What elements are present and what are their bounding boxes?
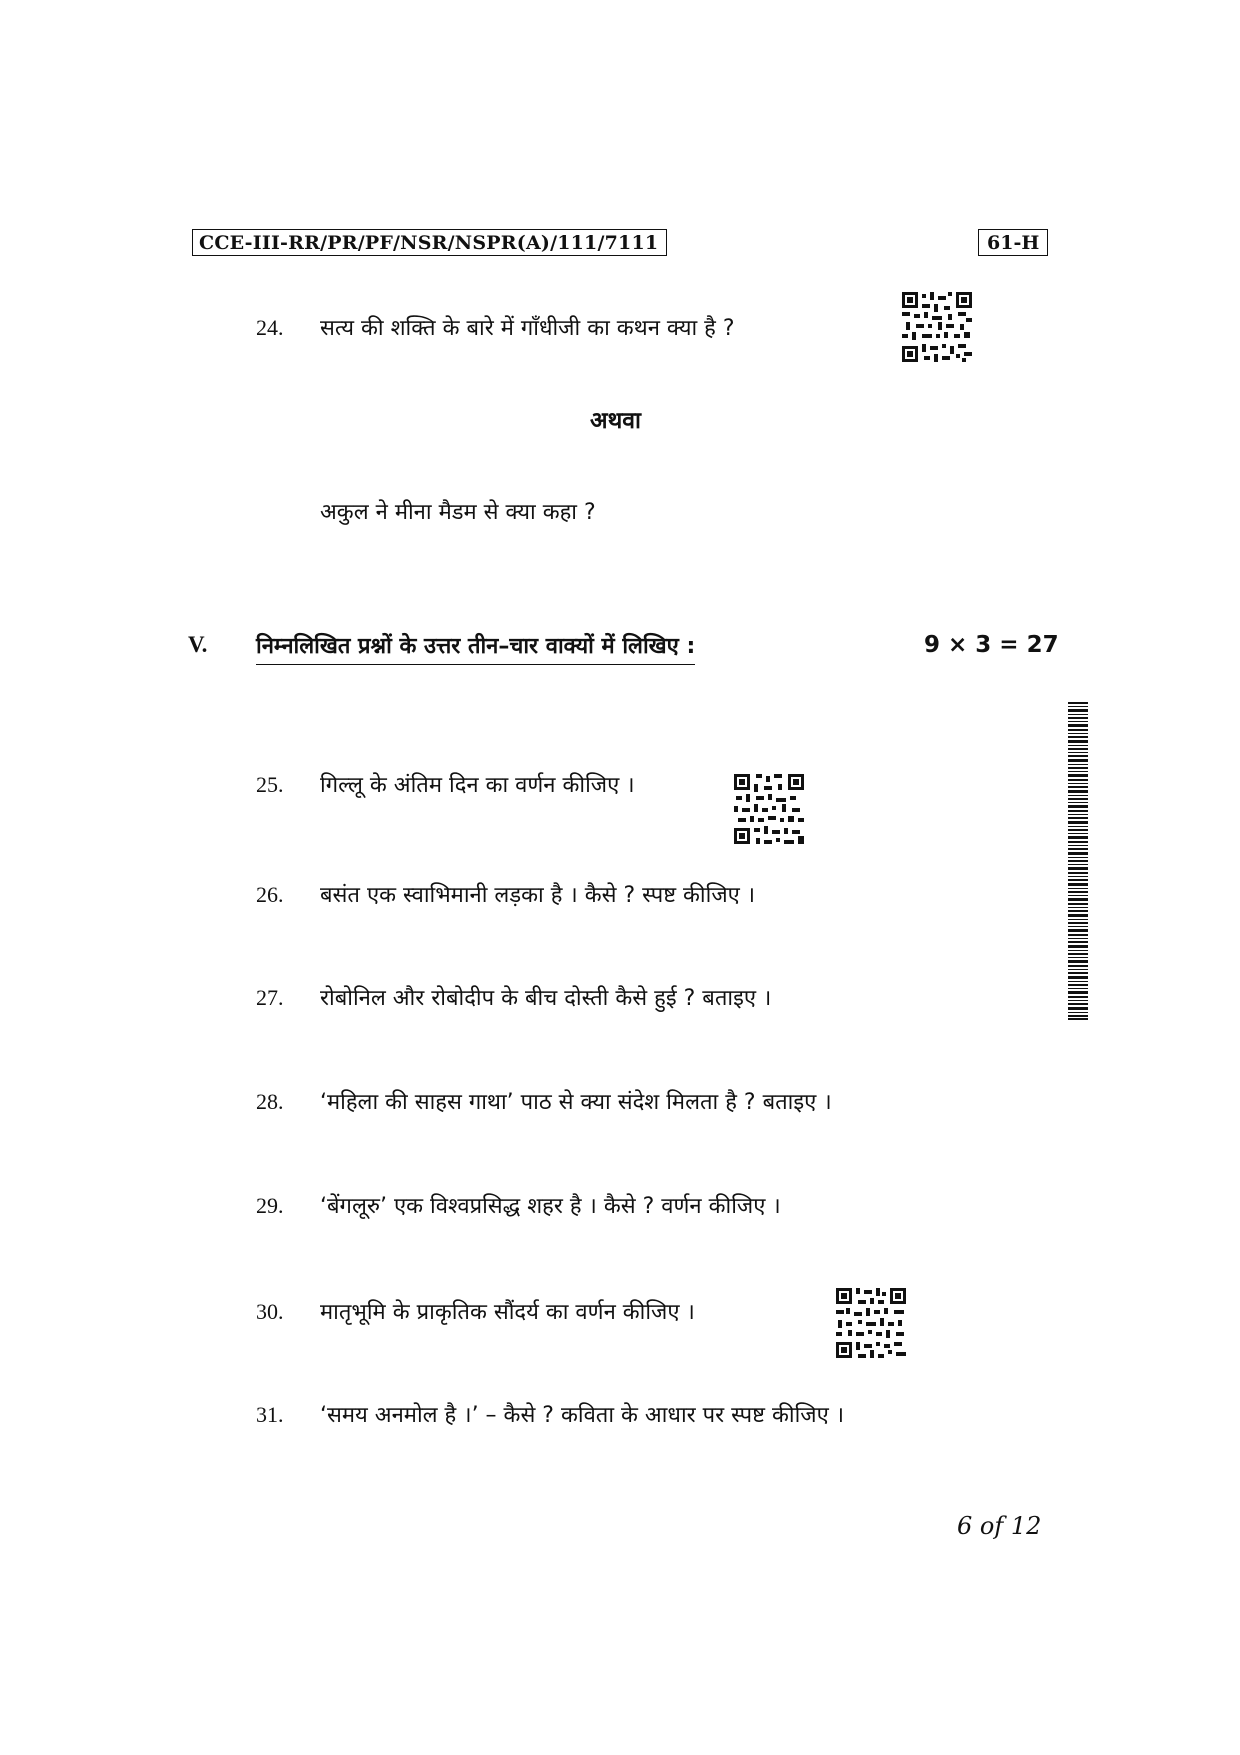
question-text: रोबोनिल और रोबोदीप के बीच दोस्ती कैसे हुई ? बताइए ।: [320, 986, 772, 1011]
question-24: [256, 315, 735, 342]
question-text: बसंत एक स्वाभिमानी लड़का है । कैसे ? स्पष्ट कीजिए ।: [320, 883, 756, 908]
question-26: [256, 882, 755, 909]
question-28: [256, 1089, 832, 1116]
qr-code-icon: [836, 1288, 906, 1358]
question-text: ‘समय अनमोल है ।’ – कैसे ? कविता के आधार पर स्पष्ट कीजिए ।: [320, 1403, 845, 1428]
question-number: 30.: [256, 1299, 284, 1324]
page-number: 6 of 12: [957, 1512, 1042, 1540]
subject-code: 61-H: [987, 232, 1040, 254]
question-text: ‘महिला की साहस गाथा’ पाठ से क्या संदेश मिलता है ? बताइए ।: [320, 1090, 832, 1115]
question-number: 29.: [256, 1193, 284, 1218]
question-text: मातृभूमि के प्राकृतिक सौंदर्य का वर्णन कीजिए ।: [320, 1300, 695, 1325]
question-number: 27.: [256, 985, 284, 1010]
paper-code-box: [192, 229, 667, 256]
paper-code: CCE-III-RR/PR/PF/NSR/NSPR(A)/111/7111: [199, 232, 659, 254]
section-title: निम्नलिखित प्रश्नों के उत्तर तीन–चार वाक्यों में लिखिए :: [256, 630, 695, 665]
subject-code-box: [978, 229, 1048, 256]
question-number: 25.: [256, 772, 284, 797]
question-25: [256, 772, 635, 799]
question-number: 28.: [256, 1089, 284, 1114]
question-number: 26.: [256, 882, 284, 907]
section-marks: 9 × 3 = 27: [924, 632, 1059, 658]
question-text: सत्य की शक्ति के बारे में गाँधीजी का कथन क्या है ?: [320, 316, 735, 341]
question-text: गिल्लू के अंतिम दिन का वर्णन कीजिए ।: [320, 773, 635, 798]
qr-code-icon: [902, 292, 972, 362]
question-number: 31.: [256, 1402, 284, 1427]
alternate-question: अकुल ने मीना मैडम से क्या कहा ?: [320, 500, 596, 525]
or-label: अथवा: [590, 408, 642, 434]
barcode-icon: [1068, 702, 1088, 1020]
question-31: [256, 1402, 844, 1429]
qr-code-icon: [734, 774, 804, 844]
section-number: V.: [188, 632, 208, 657]
question-29: [256, 1193, 781, 1220]
question-27: [256, 985, 771, 1012]
question-text: ‘बेंगलूरु’ एक विश्वप्रसिद्ध शहर है । कैसे ? वर्णन कीजिए ।: [320, 1194, 781, 1219]
question-number: 24.: [256, 315, 284, 340]
question-30: [256, 1299, 695, 1326]
